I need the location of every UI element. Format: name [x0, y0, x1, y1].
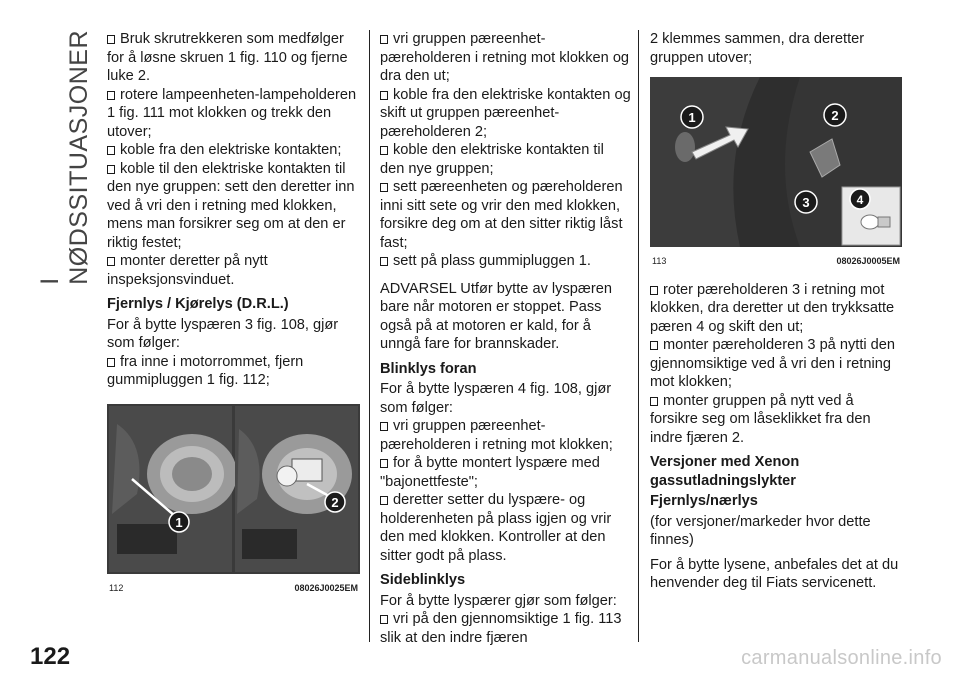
- checkbox-bullet-icon: [380, 183, 388, 192]
- list-item: roter pæreholderen 3 i retning mot klokken, dra deretter ut den trykksatte pæren 4 og skift den ut;: [650, 281, 895, 335]
- callout-2: 2: [331, 494, 339, 510]
- paragraph: 2 klemmes sammen, dra deretter gruppen utover;: [650, 31, 865, 66]
- list-item: koble den elektriske kontakten til den nye gruppen;: [380, 142, 604, 177]
- checkbox-bullet-icon: [380, 459, 388, 468]
- checkbox-bullet-icon: [380, 257, 388, 266]
- section-heading: Versjoner med Xenon gassutladningslykter: [650, 454, 800, 489]
- list-item: vri gruppen pæreenhet-pæreholderen i retning mot klokken og dra den ut;: [380, 31, 630, 84]
- checkbox-bullet-icon: [107, 358, 115, 367]
- checkbox-bullet-icon: [650, 286, 658, 295]
- figure-code: 08026J0005EM: [836, 256, 900, 266]
- list-item: deretter setter du lyspære- og holderenheten på plass igjen og vrir den med klokken. Kontroller at den sitter godt på plass.: [380, 492, 612, 564]
- figure-113: [650, 77, 902, 271]
- callout-3: 3: [802, 195, 810, 210]
- checkbox-bullet-icon: [107, 91, 115, 100]
- paragraph: (for versjoner/markeder hvor dette finnes): [650, 513, 871, 548]
- callout-1: 1: [688, 110, 696, 125]
- checkbox-bullet-icon: [650, 397, 658, 406]
- list-item: monter deretter på nytt inspeksjonsvinduet.: [107, 253, 268, 288]
- page-number: 122: [30, 643, 71, 670]
- figure-caption: [107, 574, 360, 598]
- list-item: koble fra den elektriske kontakten og skift ut gruppen pæreenhet-pæreholderen 2;: [380, 86, 631, 140]
- checkbox-bullet-icon: [380, 615, 388, 624]
- section-heading: Fjernlys / Kjørelys (D.R.L.): [107, 296, 289, 312]
- figure-caption: [650, 247, 902, 271]
- side-indicator-photo: [650, 77, 902, 247]
- checkbox-bullet-icon: [380, 35, 388, 44]
- callout-4: 4: [856, 193, 864, 207]
- checkbox-bullet-icon: [380, 91, 388, 100]
- checkbox-bullet-icon: [380, 146, 388, 155]
- checkbox-bullet-icon: [650, 341, 658, 350]
- list-item: koble til den elektriske kontakten til den nye gruppen: sett den deretter inn ved å vri den i retning med klokken, mens man forsikrer seg om at den er riktig festet;: [107, 160, 355, 251]
- list-item: fra inne i motorrommet, fjern gummipluggen 1 fig. 112;: [107, 353, 304, 388]
- section-subheading: Fjernlys/nærlys: [650, 493, 758, 509]
- list-item: sett på plass gummipluggen 1.: [380, 252, 632, 271]
- callout-2: 2: [831, 108, 839, 123]
- section-title: I NØDSSITUASJONER: [36, 29, 93, 285]
- list-item: Bruk skrutrekkeren som medfølger for å løsne skruen 1 fig. 110 og fjerne luke 2.: [107, 31, 348, 84]
- callout-1: 1: [175, 514, 183, 530]
- section-heading: Blinklys foran: [380, 360, 477, 377]
- engine-headlamp-photo: [107, 404, 360, 574]
- list-item: vri på den gjennomsiktige 1 fig. 113 slik at den indre fjæren: [380, 611, 622, 646]
- list-item: monter gruppen på nytt ved å forsikre seg om låseklikket fra den indre fjæren 2.: [650, 392, 871, 446]
- figure-code: 08026J0025EM: [294, 582, 358, 593]
- checkbox-bullet-icon: [107, 35, 115, 44]
- section-side-tab: [36, 29, 93, 285]
- column-2: [380, 30, 632, 647]
- list-item: koble fra den elektriske kontakten;: [107, 141, 360, 160]
- column-divider: [638, 30, 639, 642]
- list-item: monter pæreholderen 3 på nytti den gjennomsiktige ved å vri den i retning mot klokken;: [650, 337, 896, 390]
- section-heading: Sideblinklys: [380, 572, 466, 588]
- checkbox-bullet-icon: [380, 496, 388, 505]
- figure-number: 113: [652, 256, 667, 266]
- column-divider: [369, 30, 370, 642]
- column-3: [650, 30, 902, 593]
- checkbox-bullet-icon: [380, 422, 388, 431]
- list-item: sett pæreenheten og pæreholderen inni sitt sete og vrir den med klokken, forsikre deg om at den sitter riktig låst fast;: [380, 179, 623, 251]
- paragraph: For å bytte lyspæren 3 fig. 108, gjør som følger:: [107, 316, 339, 351]
- warning-text: ADVARSEL Utfør bytte av lyspæren bare når motoren er stoppet. Pass også på at motoren er kald, for å unngå fare for brannskader.: [380, 280, 612, 352]
- list-item: vri gruppen pæreenhet-pæreholderen i retning mot klokken;: [380, 418, 613, 453]
- paragraph: For å bytte lyspæren 4 fig. 108, gjør som følger:: [380, 381, 612, 416]
- paragraph: For å bytte lyspærer gjør som følger:: [380, 592, 617, 609]
- checkbox-bullet-icon: [107, 257, 115, 266]
- paragraph: For å bytte lysene, anbefales det at du henvender deg til Fiats servicenett.: [650, 556, 899, 591]
- list-item: rotere lampeenheten-lampeholderen 1 fig. 111 mot klokken og trekk den utover;: [107, 86, 357, 140]
- watermark: carmanualsonline.info: [741, 647, 942, 669]
- checkbox-bullet-icon: [107, 165, 115, 174]
- figure-number: 112: [109, 582, 124, 593]
- column-1: [107, 30, 360, 597]
- figure-112: [107, 404, 360, 598]
- list-item: for å bytte montert lyspære med "bajonettfeste";: [380, 455, 600, 490]
- checkbox-bullet-icon: [107, 146, 115, 155]
